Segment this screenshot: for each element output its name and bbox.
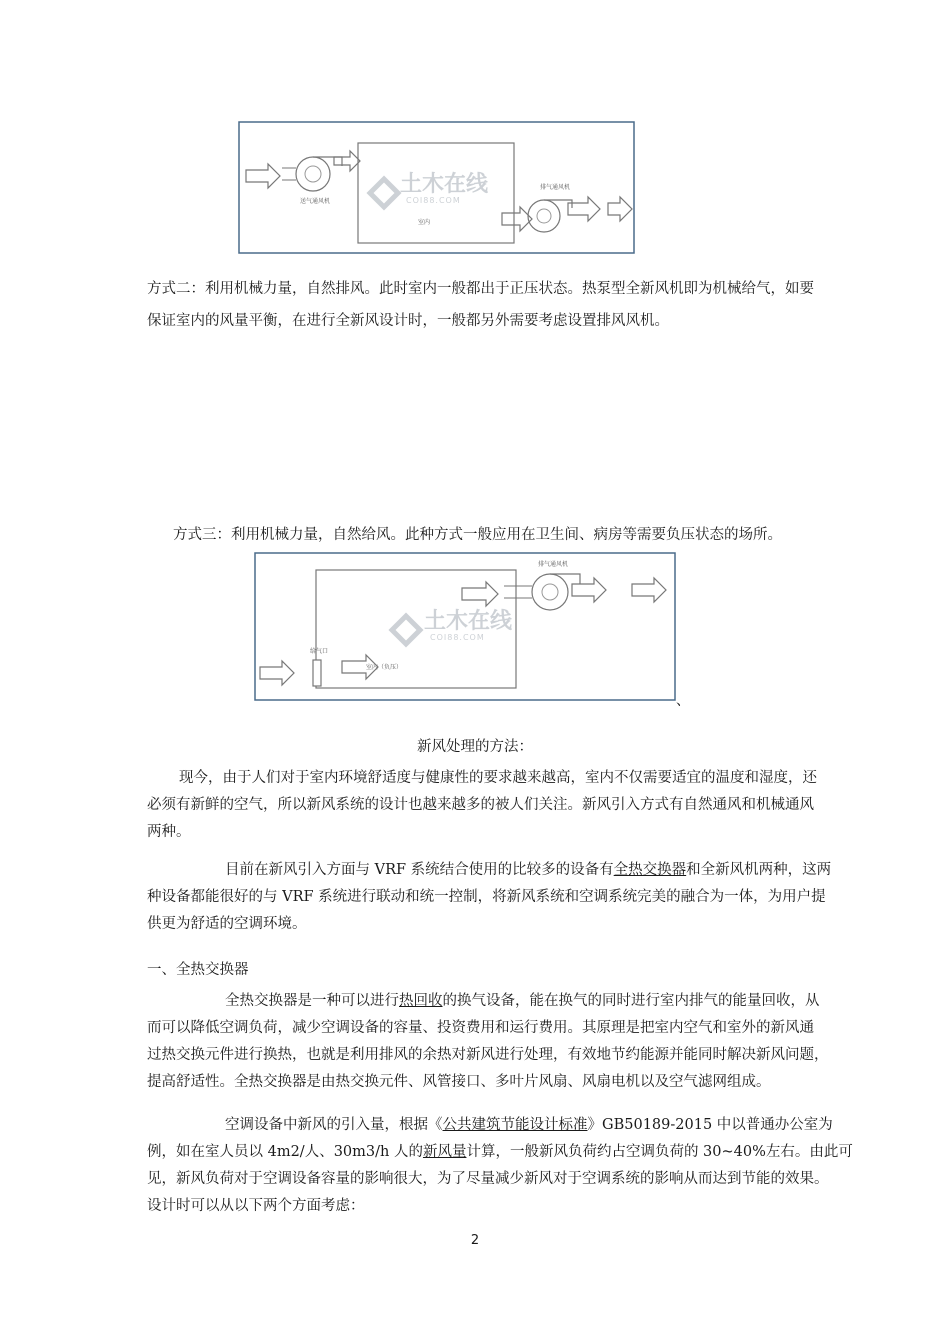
exhaust-fan-label: 排气通风机 [540,184,571,191]
svg-text:土木在线: 土木在线 [424,609,513,634]
heat-exchanger-line-1: 全热交换器是一种可以进行热回收的换气设备，能在换气的同时进行室内排气的能量回收，从 [225,993,820,1009]
exhaust-fan-label: 排气通风机 [538,561,569,568]
fresh-air-intro-paragraph [147,765,817,846]
fresh-air-devices-line-1: 目前在新风引入方面与 VRF 系统结合使用的比较多的设备有全热交换器和全新风机两种，这两 [225,862,832,878]
fresh-air-devices-paragraph [147,857,831,938]
method-three-line-1: 方式三：利用机械力量，自然给风。此种方式一般应用在卫生间、病房等需要负压状态的场所。 [173,527,782,543]
inlet-label: 给气口 [310,648,329,655]
fresh-air-volume-line-4: 设计时可以从以下两个方面考虑： [147,1198,365,1214]
figure-trailing-mark: 、 [676,693,690,709]
method-two-line-1: 方式二：利用机械力量，自然排风。此时室内一般都出于正压状态。热泵型全新风机即为机械给气，如要 [147,281,814,297]
figure-positive-pressure-diagram [238,121,636,256]
method-two-paragraph [147,276,814,335]
figure-negative-pressure-diagram [254,552,684,704]
energy-standard-link[interactable]: 公共建筑节能设计标准 [442,1117,588,1133]
heat-exchanger-line-2: 而可以降低空调负荷，减少空调设备的容量、投资费用和运行费用。其原理是把室内空气和室外的新风通 [147,1020,814,1036]
fresh-air-devices-line-3: 供更为舒适的空调环境。 [147,916,307,932]
fresh-air-volume-paragraph [147,1112,853,1220]
heat-exchanger-line-3: 过热交换元件进行换热，也就是利用排风的余热对新风进行处理，有效地节约能源并能同时解决新风问题， [147,1047,829,1063]
heat-exchanger-paragraph [147,988,829,1096]
svg-text:土木在线: 土木在线 [400,172,489,197]
section-one-heading: 一、全热交换器 [147,962,249,978]
diagram-svg [238,121,636,256]
room-label: 室内（负压） [366,664,403,671]
fresh-air-volume-line-1: 空调设备中新风的引入量，根据《公共建筑节能设计标准》GB50189-2015 中以普通办公室为 [225,1117,833,1133]
fresh-air-volume-line-2: 例，如在室人员以 4m2/人、30m3/h 人的新风量计算，一般新风负荷约占空调负荷的 30~40%左右。由此可 [147,1144,853,1160]
heat-recovery-link[interactable]: 热回收 [399,993,443,1009]
fresh-air-intro-line-3: 两种。 [147,824,191,840]
diagram-svg [254,552,684,704]
method-three-paragraph [173,522,782,549]
inlet-vent-icon [313,660,321,686]
method-two-line-2: 保证室内的风量平衡，在进行全新风设计时，一般都另外需要考虑设置排风风机。 [147,313,669,329]
fresh-air-intro-line-2: 必须有新鲜的空气，所以新风系统的设计也越来越多的被人们关注。新风引入方式有自然通风和机械通风 [147,797,814,813]
heat-exchanger-line-4: 提高舒适性。全热交换器是由热交换元件、风管接口、多叶片风扇、风扇电机以及空气滤网组成。 [147,1074,771,1090]
fresh-air-volume-link[interactable]: 新风量 [422,1144,467,1160]
fresh-air-devices-line-2: 种设备都能很好的与 VRF 系统进行联动和统一控制，将新风系统和空调系统完美的融合为一体，为用户提 [147,889,826,905]
fresh-air-intro-line-1: 现今，由于人们对于室内环境舒适度与健康性的要求越来越高，室内不仅需要适宜的温度和湿度，还 [179,770,817,786]
svg-text:COI88.COM: COI88.COM [406,196,461,205]
total-heat-exchanger-link[interactable]: 全热交换器 [613,862,687,878]
svg-text:COI88.COM: COI88.COM [430,633,485,642]
fresh-air-volume-line-3: 见，新风负荷对于空调设备容量的影响很大，为了尽量减少新风对于空调系统的影响从而达到节能的效果。 [147,1171,829,1187]
supply-fan-label: 送气通风机 [300,198,331,205]
room-label: 室内 [418,219,431,226]
page-number: 2 [470,1233,480,1248]
fresh-air-title: 新风处理的方法： [417,739,533,755]
